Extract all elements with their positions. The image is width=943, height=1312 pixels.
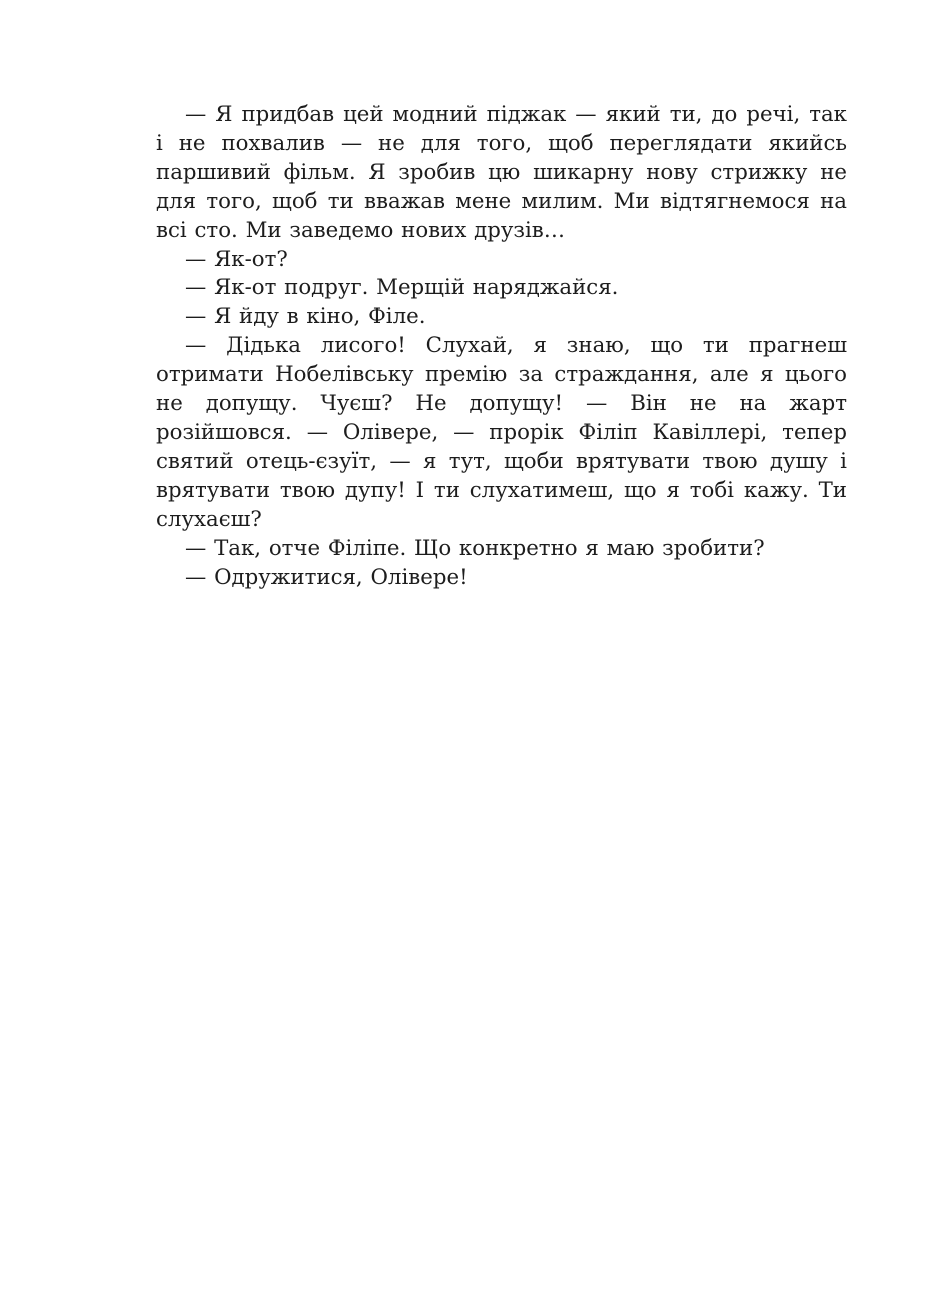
paragraph: — Як-от? xyxy=(185,246,288,272)
page-text-block xyxy=(156,101,847,592)
paragraph: — Я придбав цей модний піджак — який ти, до речі, так і не похвалив — не для того, щоб переглядати якийсь паршивий фільм. Я зробив цю шикарну нову стрижку не для того, щоб ти вважав мене милим. Ми відтягнемося на всі сто. Ми заведемо нових друзів… xyxy=(156,102,847,243)
paragraph: — Так, отче Філіпе. Що конкретно я маю зробити? xyxy=(185,535,765,561)
paragraph: — Як-от подруг. Мерщій наряджайся. xyxy=(185,275,619,301)
paragraph: — Одружитися, Олівере! xyxy=(185,564,468,590)
paragraph: — Я йду в кіно, Філе. xyxy=(185,304,426,330)
paragraph: — Дідька лисого! Слухай, я знаю, що ти прагнеш отримати Нобелівську премію за страждання, але я цього не допущу. Чуєш? Не допущу! — Він не на жарт розійшовся. — Олівере, — прорік Філіп Кавіллері, тепер святий отець-єзуїт, — я тут, щоби врятувати твою душу і врятувати твою дупу! І ти слухатимеш, що я тобі кажу. Ти слухаєш? xyxy=(156,333,847,532)
